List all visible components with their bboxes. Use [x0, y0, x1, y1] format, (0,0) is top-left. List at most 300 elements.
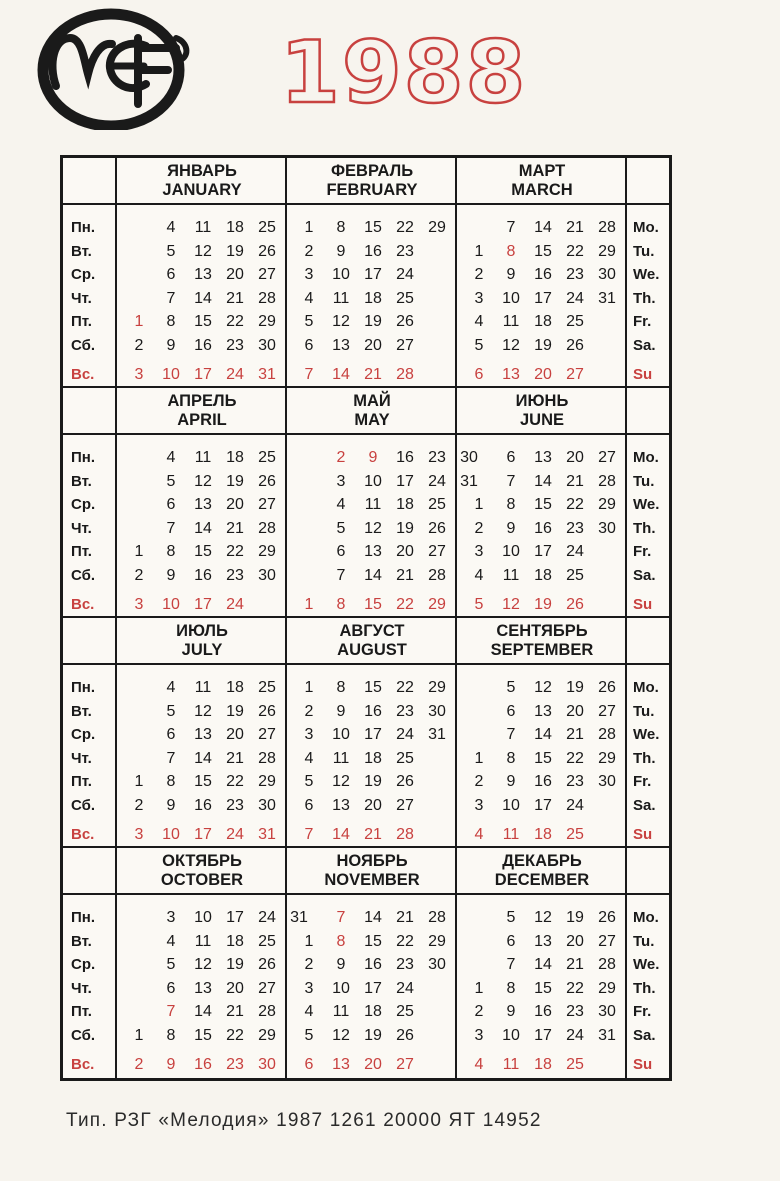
weekday-label-en: Sa.	[633, 566, 656, 584]
weekday-label-en: Su	[633, 596, 653, 613]
calendar-day: 7	[336, 566, 346, 584]
calendar-day: 8	[506, 496, 516, 513]
calendar-day: 14	[364, 566, 382, 584]
calendar-day: 30	[428, 702, 446, 720]
calendar-day: 4	[474, 566, 484, 584]
calendar-day: 23	[396, 956, 414, 973]
calendar-day: 24	[428, 472, 446, 490]
month-name-en: DECEMBER	[494, 871, 590, 889]
calendar-day: 6	[304, 796, 314, 814]
calendar-day: 25	[258, 679, 276, 696]
calendar-day: 1	[474, 496, 484, 513]
calendar-day: 15	[194, 1026, 212, 1044]
calendar-day: 4	[304, 1003, 314, 1020]
calendar-day: 7	[506, 726, 516, 743]
calendar-day: 8	[166, 773, 176, 790]
month-name	[118, 162, 286, 200]
calendar-day: 4	[166, 219, 176, 236]
calendar-day: 12	[534, 679, 552, 696]
weekday-label-ru: Вт.	[71, 472, 92, 490]
month-name-ru: ФЕВРАЛЬ	[330, 162, 414, 180]
calendar-day: 21	[226, 1003, 244, 1020]
calendar-day: 10	[194, 909, 212, 926]
weekday-label-ru: Ср.	[71, 266, 96, 283]
calendar-day: 10	[162, 366, 180, 383]
calendar-day: 7	[166, 519, 176, 537]
calendar-day: 29	[598, 979, 616, 997]
calendar-day: 1	[304, 596, 314, 613]
calendar-day: 5	[506, 909, 516, 926]
weekday-label-en: Th.	[633, 749, 656, 767]
calendar-day: 7	[506, 219, 516, 236]
weekday-label-en: Sa.	[633, 336, 656, 354]
calendar-day: 20	[534, 366, 552, 383]
month-name	[118, 622, 286, 660]
calendar-day: 24	[566, 1026, 584, 1044]
calendar-day: 21	[396, 909, 414, 926]
calendar-day: 4	[474, 1056, 484, 1073]
weekday-label-ru: Сб.	[71, 1026, 96, 1044]
weekday-label-en: Mo.	[633, 449, 659, 466]
calendar-day: 3	[474, 289, 484, 307]
calendar-day: 20	[226, 496, 244, 513]
weekday-label-en: Tu.	[633, 472, 655, 490]
calendar-day: 24	[396, 726, 414, 743]
calendar-day: 22	[396, 596, 414, 613]
month-name-ru: ЯНВАРЬ	[167, 162, 237, 180]
calendar-day: 6	[474, 366, 484, 383]
calendar-day: 14	[332, 826, 350, 843]
calendar-day: 29	[598, 242, 616, 260]
calendar-day: 26	[566, 336, 584, 354]
calendar-day: 22	[566, 979, 584, 997]
calendar-day: 2	[134, 566, 144, 584]
month-name	[288, 162, 456, 200]
weekday-label-ru: Пн.	[71, 909, 96, 926]
month-name	[118, 852, 286, 890]
quarter-row	[63, 158, 669, 388]
calendar-day: 13	[364, 543, 382, 560]
calendar-day: 10	[502, 543, 520, 560]
calendar-day: 14	[194, 519, 212, 537]
calendar-day: 25	[566, 826, 584, 843]
calendar-day: 22	[226, 1026, 244, 1044]
calendar-day: 20	[566, 702, 584, 720]
calendar-day: 18	[226, 219, 244, 236]
calendar-day: 15	[194, 773, 212, 790]
calendar-day: 7	[304, 366, 314, 383]
calendar-day: 1	[304, 932, 314, 950]
calendar-day: 11	[332, 749, 350, 767]
calendar-day: 14	[194, 1003, 212, 1020]
month-name-en: FEBRUARY	[326, 181, 418, 199]
calendar-day: 27	[428, 543, 446, 560]
calendar-day: 22	[226, 313, 244, 330]
calendar-day: 9	[506, 266, 516, 283]
calendar-day: 21	[566, 472, 584, 490]
calendar-day: 30	[258, 796, 276, 814]
calendar-day: 8	[336, 219, 346, 236]
calendar-day: 23	[566, 773, 584, 790]
month-name-ru: НОЯБРЬ	[336, 852, 408, 870]
calendar-day: 23	[226, 796, 244, 814]
calendar-day: 23	[226, 566, 244, 584]
calendar-day: 9	[506, 1003, 516, 1020]
calendar-day: 26	[258, 242, 276, 260]
calendar-day: 4	[166, 679, 176, 696]
month-name-ru: ДЕКАБРЬ	[502, 852, 582, 870]
calendar-day: 21	[226, 289, 244, 307]
calendar-day: 28	[598, 956, 616, 973]
calendar-day: 17	[194, 366, 212, 383]
calendar-day: 18	[226, 679, 244, 696]
calendar-day: 13	[534, 449, 552, 466]
calendar-day: 16	[194, 1056, 212, 1073]
calendar-day: 5	[336, 519, 346, 537]
month-name-ru: ИЮЛЬ	[176, 622, 228, 640]
calendar-day: 17	[396, 472, 414, 490]
month-name-ru: СЕНТЯБРЬ	[496, 622, 588, 640]
calendar-day: 4	[474, 313, 484, 330]
calendar-day: 31	[598, 1026, 616, 1044]
weekday-label-ru: Вс.	[71, 366, 95, 383]
weekday-label-ru: Чт.	[71, 749, 92, 767]
calendar-day: 17	[364, 726, 382, 743]
calendar-day: 16	[364, 956, 382, 973]
weekday-label-ru: Ср.	[71, 496, 96, 513]
calendar-day: 21	[226, 519, 244, 537]
calendar-day: 24	[566, 796, 584, 814]
calendar-day: 30	[598, 773, 616, 790]
calendar-day: 18	[364, 1003, 382, 1020]
calendar-day: 20	[226, 979, 244, 997]
grid-divider	[115, 618, 117, 846]
calendar-day: 12	[194, 472, 212, 490]
calendar-day: 29	[258, 313, 276, 330]
weekday-label-en: Tu.	[633, 932, 655, 950]
calendar-day: 10	[332, 726, 350, 743]
calendar-day: 30	[598, 519, 616, 537]
month-name	[458, 392, 626, 430]
calendar-day: 9	[166, 1056, 176, 1073]
weekday-label-ru: Сб.	[71, 566, 96, 584]
calendar-day: 27	[396, 336, 414, 354]
weekday-label-en: Sa.	[633, 796, 656, 814]
weekday-label-ru: Вс.	[71, 596, 95, 613]
calendar-day: 17	[534, 1026, 552, 1044]
weekday-label-en: Th.	[633, 289, 656, 307]
calendar-day: 27	[598, 449, 616, 466]
month-name	[118, 392, 286, 430]
calendar-day: 28	[428, 566, 446, 584]
month-name	[458, 162, 626, 200]
weekday-label-ru: Пт.	[71, 313, 92, 330]
calendar-day: 24	[566, 289, 584, 307]
calendar-day: 15	[534, 242, 552, 260]
weekday-label-en: We.	[633, 496, 660, 513]
calendar-day: 17	[534, 543, 552, 560]
calendar-day: 31	[598, 289, 616, 307]
calendar-day: 11	[194, 679, 212, 696]
calendar-day: 12	[332, 773, 350, 790]
calendar-day: 8	[506, 749, 516, 767]
calendar-day: 13	[194, 266, 212, 283]
calendar-day: 27	[598, 702, 616, 720]
calendar-day: 30	[598, 1003, 616, 1020]
calendar-day: 10	[502, 289, 520, 307]
calendar-day: 19	[226, 956, 244, 973]
calendar-day: 12	[194, 702, 212, 720]
calendar-day: 11	[502, 1056, 520, 1073]
weekday-label-ru: Пн.	[71, 219, 96, 236]
calendar-day: 29	[598, 496, 616, 513]
calendar-day: 5	[474, 336, 484, 354]
calendar-day: 2	[134, 1056, 144, 1073]
month-name	[288, 392, 456, 430]
calendar-day: 9	[506, 773, 516, 790]
calendar-day: 26	[598, 909, 616, 926]
calendar-day: 2	[134, 796, 144, 814]
month-name-en: OCTOBER	[160, 871, 244, 889]
calendar-day: 14	[332, 366, 350, 383]
calendar-day: 29	[258, 773, 276, 790]
calendar-day: 30	[428, 956, 446, 973]
calendar-day: 12	[534, 909, 552, 926]
calendar-day: 14	[194, 749, 212, 767]
calendar-day: 13	[332, 796, 350, 814]
calendar-day: 7	[506, 472, 516, 490]
quarter-row	[63, 618, 669, 848]
weekday-label-ru: Вс.	[71, 1056, 95, 1073]
calendar-day: 4	[336, 496, 346, 513]
calendar-day: 7	[166, 289, 176, 307]
month-name-en: SEPTEMBER	[490, 641, 594, 659]
calendar-day: 6	[506, 702, 516, 720]
calendar-day: 7	[166, 749, 176, 767]
calendar-day: 15	[534, 496, 552, 513]
calendar-day: 15	[194, 543, 212, 560]
calendar-day: 27	[258, 726, 276, 743]
weekday-label-en: Mo.	[633, 909, 659, 926]
calendar-day: 10	[364, 472, 382, 490]
calendar-day: 22	[396, 932, 414, 950]
calendar-day: 5	[166, 242, 176, 260]
month-name-en: JULY	[181, 641, 223, 659]
calendar-day: 16	[364, 702, 382, 720]
calendar-day: 20	[396, 543, 414, 560]
calendar-day: 18	[396, 496, 414, 513]
weekday-label-en: Th.	[633, 519, 656, 537]
weekday-label-ru: Чт.	[71, 289, 92, 307]
weekday-label-en: Th.	[633, 979, 656, 997]
calendar-day: 24	[396, 266, 414, 283]
calendar-day: 5	[304, 773, 314, 790]
calendar-day: 24	[226, 596, 244, 613]
calendar-day: 21	[566, 726, 584, 743]
calendar-day: 18	[534, 1056, 552, 1073]
calendar-day: 8	[506, 242, 516, 260]
calendar-day: 21	[364, 366, 382, 383]
calendar-day: 4	[304, 289, 314, 307]
calendar-day: 24	[226, 826, 244, 843]
weekday-label-ru: Сб.	[71, 796, 96, 814]
calendar-day: 11	[502, 313, 520, 330]
calendar-day: 26	[396, 1026, 414, 1044]
weekday-label-en: Mo.	[633, 679, 659, 696]
calendar-day: 8	[506, 979, 516, 997]
calendar-day: 9	[166, 566, 176, 584]
calendar-day: 16	[534, 519, 552, 537]
calendar-day: 5	[166, 702, 176, 720]
calendar-day: 16	[534, 1003, 552, 1020]
calendar-day: 2	[474, 519, 484, 537]
weekday-label-ru: Пт.	[71, 1003, 92, 1020]
calendar-day: 26	[396, 313, 414, 330]
calendar-day: 4	[474, 826, 484, 843]
month-name-en: MARCH	[511, 181, 573, 199]
calendar-day: 3	[304, 266, 314, 283]
calendar-day: 8	[336, 679, 346, 696]
month-name-ru: АПРЕЛЬ	[167, 392, 237, 410]
calendar-day: 28	[396, 366, 414, 383]
calendar-day: 22	[566, 242, 584, 260]
calendar-day: 25	[258, 219, 276, 236]
calendar-day: 9	[166, 796, 176, 814]
calendar-day: 12	[332, 1026, 350, 1044]
melodiya-logo-icon	[26, 8, 196, 130]
calendar-day: 16	[534, 773, 552, 790]
calendar-day: 16	[194, 566, 212, 584]
calendar-day: 25	[396, 1003, 414, 1020]
calendar-day: 31	[258, 826, 276, 843]
calendar-day: 29	[258, 1026, 276, 1044]
calendar-day: 21	[566, 219, 584, 236]
calendar-day: 15	[364, 679, 382, 696]
calendar-day: 18	[226, 932, 244, 950]
calendar-day: 2	[304, 702, 314, 720]
calendar-day: 18	[534, 566, 552, 584]
calendar-day: 3	[134, 826, 144, 843]
calendar-day: 17	[364, 266, 382, 283]
calendar-day: 27	[566, 366, 584, 383]
weekday-label-ru: Чт.	[71, 979, 92, 997]
calendar-day: 30	[258, 336, 276, 354]
calendar-day: 27	[598, 932, 616, 950]
calendar-day: 26	[258, 702, 276, 720]
calendar-day: 14	[534, 726, 552, 743]
calendar-day: 29	[428, 932, 446, 950]
calendar-day: 31	[460, 472, 478, 490]
grid-divider	[115, 388, 117, 616]
weekday-label-ru: Пт.	[71, 543, 92, 560]
calendar-day: 9	[336, 956, 346, 973]
calendar-day: 13	[502, 366, 520, 383]
calendar-day: 8	[166, 1026, 176, 1044]
calendar-day: 1	[134, 1026, 144, 1044]
calendar-day: 16	[194, 796, 212, 814]
calendar-day: 8	[336, 596, 346, 613]
calendar-day: 20	[566, 932, 584, 950]
calendar-day: 28	[428, 909, 446, 926]
calendar-day: 22	[396, 219, 414, 236]
calendar-day: 28	[598, 726, 616, 743]
calendar-day: 28	[258, 519, 276, 537]
month-name-ru: ИЮНЬ	[515, 392, 569, 410]
quarter-row	[63, 848, 669, 1078]
calendar-day: 22	[566, 496, 584, 513]
print-info-footer: Тип. РЗГ «Мелодия» 1987 1261 20000 ЯТ 14952	[66, 1110, 542, 1131]
calendar-day: 8	[166, 313, 176, 330]
calendar-day: 27	[396, 796, 414, 814]
weekday-label-en: We.	[633, 726, 660, 743]
calendar-day: 2	[474, 266, 484, 283]
calendar-day: 25	[566, 566, 584, 584]
calendar-day: 23	[566, 1003, 584, 1020]
calendar-day: 2	[134, 336, 144, 354]
calendar-day: 6	[336, 543, 346, 560]
calendar-day: 14	[534, 472, 552, 490]
calendar-day: 25	[396, 289, 414, 307]
calendar-day: 15	[364, 219, 382, 236]
calendar-day: 22	[226, 543, 244, 560]
calendar-day: 6	[506, 932, 516, 950]
calendar-day: 16	[364, 242, 382, 260]
calendar-day: 11	[332, 289, 350, 307]
calendar-day: 26	[428, 519, 446, 537]
calendar-day: 31	[428, 726, 446, 743]
calendar-day: 5	[166, 956, 176, 973]
calendar-day: 11	[194, 932, 212, 950]
month-name-en: APRIL	[177, 411, 227, 429]
calendar-day: 12	[332, 313, 350, 330]
weekday-label-en: Tu.	[633, 242, 655, 260]
weekday-label-ru: Пт.	[71, 773, 92, 790]
calendar-day: 10	[502, 1026, 520, 1044]
calendar-day: 15	[534, 979, 552, 997]
month-name-en: NOVEMBER	[324, 871, 420, 889]
calendar-day: 27	[258, 979, 276, 997]
year-title: 1988	[280, 23, 528, 123]
calendar-day: 25	[428, 496, 446, 513]
calendar-day: 30	[598, 266, 616, 283]
calendar-day: 19	[226, 472, 244, 490]
calendar-day: 19	[364, 1026, 382, 1044]
calendar-day: 7	[166, 1003, 176, 1020]
weekday-label-en: We.	[633, 266, 660, 283]
month-name-ru: МАЙ	[353, 392, 391, 410]
grid-divider	[115, 158, 117, 386]
calendar-day: 11	[194, 449, 212, 466]
calendar-day: 6	[304, 336, 314, 354]
month-name	[288, 852, 456, 890]
calendar-day: 13	[332, 1056, 350, 1073]
calendar-day: 14	[194, 289, 212, 307]
calendar-day: 19	[566, 679, 584, 696]
calendar-day: 28	[258, 289, 276, 307]
calendar-day: 30	[258, 1056, 276, 1073]
weekday-label-en: We.	[633, 956, 660, 973]
calendar-day: 23	[566, 266, 584, 283]
calendar-day: 20	[566, 449, 584, 466]
month-name	[288, 622, 456, 660]
calendar-day: 6	[166, 266, 176, 283]
calendar-day: 22	[226, 773, 244, 790]
calendar-day: 6	[506, 449, 516, 466]
calendar-day: 10	[332, 266, 350, 283]
weekday-label-ru: Ср.	[71, 726, 96, 743]
calendar-day: 6	[166, 496, 176, 513]
calendar-day: 19	[226, 702, 244, 720]
